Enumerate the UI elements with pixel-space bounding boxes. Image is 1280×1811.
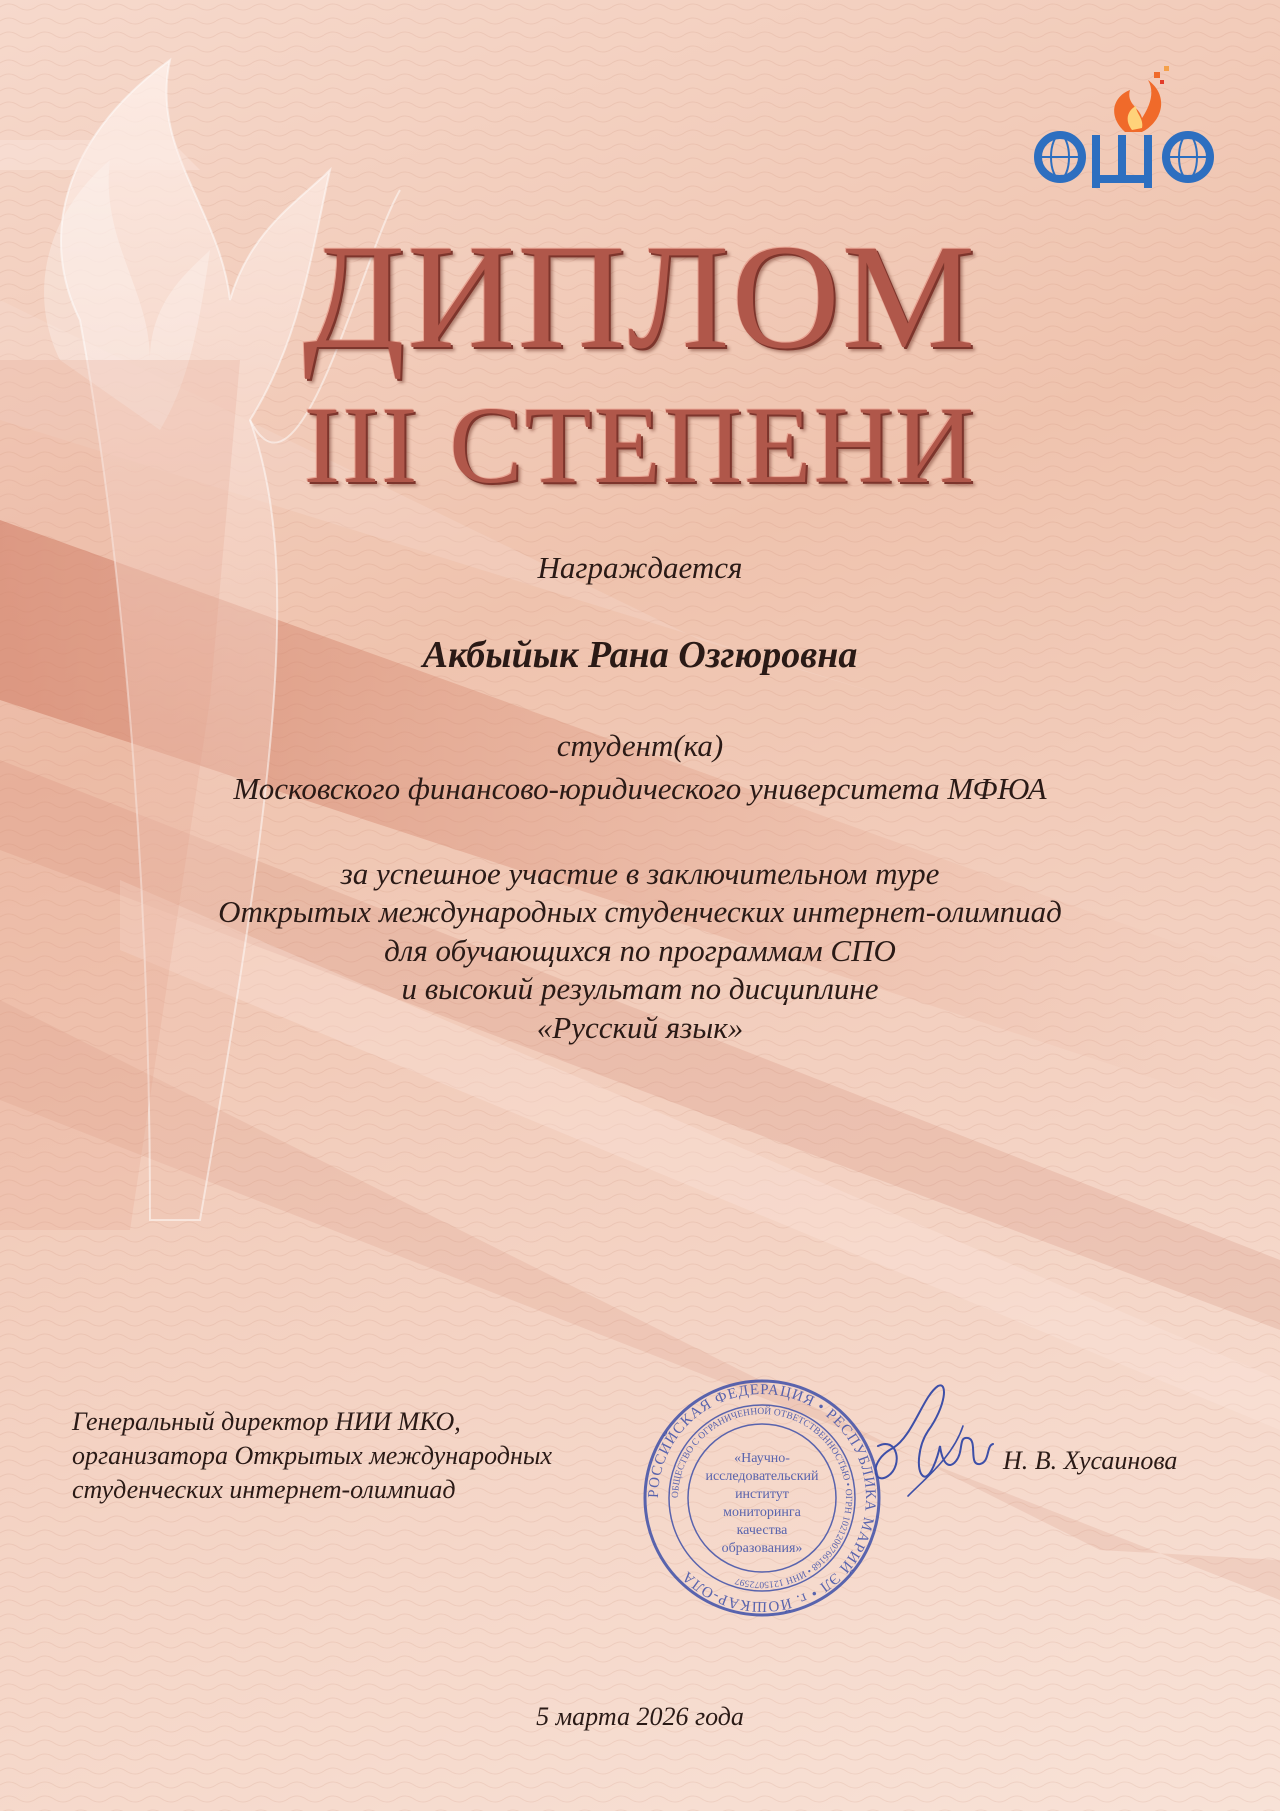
handwritten-signature xyxy=(868,1376,998,1516)
stamp-ring-text: ОБЩЕСТВО С ОГРАНИЧЕННОЙ ОТВЕТСТВЕННОСТЬЮ • ОГРН 1021200766168 • ИНН 1215072597 xyxy=(670,1406,854,1590)
stamp-center-line: образования» xyxy=(721,1541,803,1556)
awarded-label: Награждается xyxy=(537,550,743,585)
organization-logo xyxy=(1030,62,1220,192)
signer-name: Н. В. Хусаинова xyxy=(1003,1446,1178,1475)
issue-date: 5 марта 2026 года xyxy=(536,1702,744,1731)
signatory-position-line: студенческих интернет-олимпиад xyxy=(72,1475,456,1504)
diploma-title: ДИПЛОМ xyxy=(302,214,978,380)
award-reason-line: за успешное участие в заключительном туре xyxy=(340,856,940,891)
diploma-degree: III СТЕПЕНИ xyxy=(303,384,977,506)
stamp-center-line: «Научно- xyxy=(734,1451,790,1466)
recipient-status: студент(ка) xyxy=(556,728,724,763)
stamp-center-line: институт xyxy=(735,1487,789,1502)
award-reason-line: Открытых международных студенческих интернет-олимпиад xyxy=(218,894,1062,929)
stamp-center-line: мониторинга xyxy=(723,1505,801,1520)
stamp-outer-text: РОССИЙСКАЯ ФЕДЕРАЦИЯ • РЕСПУБЛИКА МАРИЙ ЭЛ • г. ЙОШКАР-ОЛА xyxy=(645,1381,879,1615)
recipient-name: Акбыйык Рана Озгюровна xyxy=(422,634,858,676)
official-stamp xyxy=(642,1378,882,1618)
torch-flame-icon xyxy=(1114,66,1169,132)
signatory-position-line: Генеральный директор НИИ МКО, xyxy=(72,1407,461,1436)
award-reason-line: для обучающихся по программам СПО xyxy=(384,933,896,968)
award-discipline: «Русский язык» xyxy=(536,1010,744,1045)
award-reason-line: и высокий результат по дисциплине xyxy=(401,971,879,1006)
signatory-position-line: организатора Открытых международных xyxy=(72,1441,552,1470)
signatory-position xyxy=(72,1405,552,1507)
stamp-center-line: исследовательский xyxy=(705,1469,819,1484)
recipient-institution: Московского финансово-юридического университета МФЮА xyxy=(233,771,1047,806)
stamp-center-line: качества xyxy=(736,1523,788,1538)
